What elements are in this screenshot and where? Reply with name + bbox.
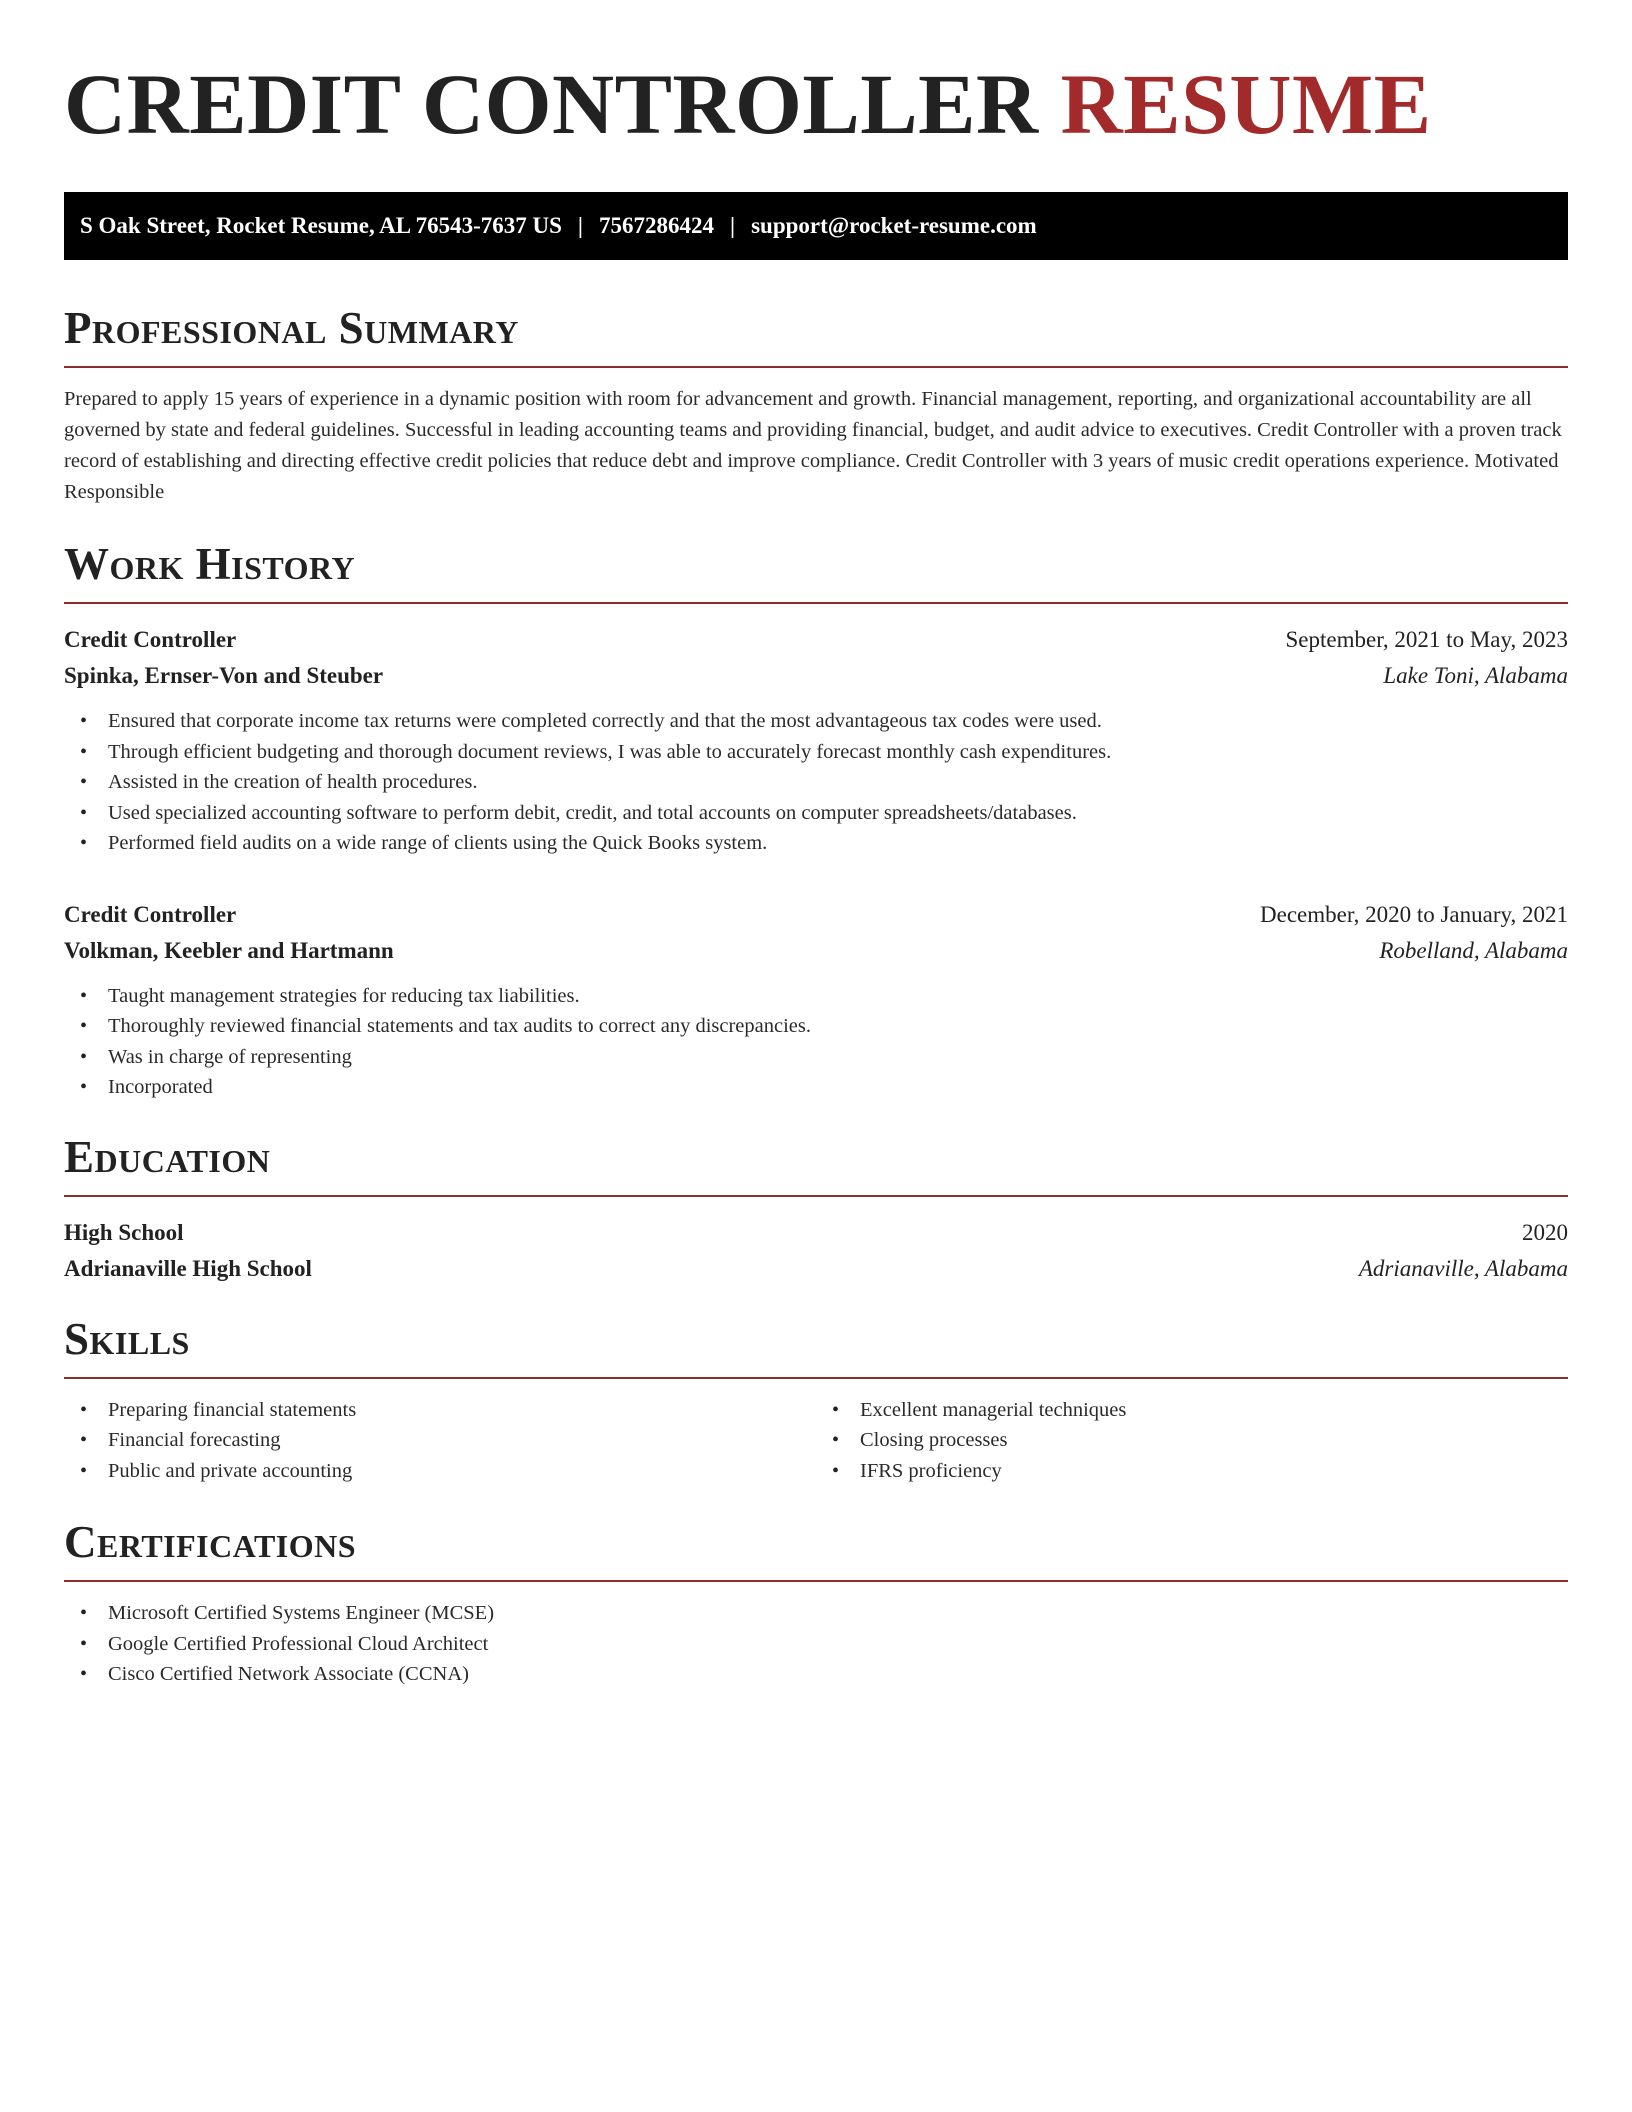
- job-entry: [64, 897, 1568, 1103]
- list-item: • Excellent managerial techniques: [816, 1395, 1568, 1426]
- work-history-section: [64, 538, 1568, 1103]
- job-location: Robelland, Alabama: [1379, 937, 1568, 963]
- education-heading: Education: [64, 1131, 271, 1182]
- job-title: Credit Controller: [64, 627, 237, 652]
- education-year: 2020: [1522, 1219, 1568, 1245]
- list-item: • Microsoft Certified Systems Engineer (MCSE): [64, 1598, 1568, 1629]
- list-item: • Used specialized accounting software to perform debit, credit, and total accounts on computer spreadsheets/databases.: [64, 798, 1568, 829]
- job-company: Volkman, Keebler and Hartmann: [64, 937, 394, 963]
- list-item: • Financial forecasting: [64, 1425, 816, 1456]
- title-accent: RESUME: [1060, 56, 1432, 152]
- skills-heading: Skills: [64, 1313, 190, 1364]
- education-degree: High School: [64, 1219, 184, 1245]
- certifications-heading: Certifications: [64, 1517, 357, 1567]
- skills-list-left: [64, 1395, 816, 1487]
- list-item: • Performed field audits on a wide range of clients using the Quick Books system.: [64, 828, 1568, 859]
- list-item: • Through efficient budgeting and thorough document reviews, I was able to accurately forecast monthly cash expenditures.: [64, 737, 1568, 768]
- contact-separator: |: [577, 213, 583, 238]
- list-item: • Ensured that corporate income tax returns were completed correctly and that the most advantageous tax codes were used.: [64, 706, 1568, 737]
- contact-email: support@rocket-resume.com: [751, 213, 1037, 238]
- job-company-row: [64, 658, 1568, 694]
- certifications-section: [64, 1516, 1568, 1690]
- skills-list-right: [816, 1395, 1568, 1487]
- job-bullets: [64, 706, 1568, 859]
- job-location: Lake Toni, Alabama: [1383, 663, 1568, 688]
- resume-title: [64, 58, 1568, 150]
- job-dates: September, 2021 to May, 2023: [1285, 627, 1568, 652]
- list-item: • Taught management strategies for reducing tax liabilities.: [64, 981, 1568, 1012]
- summary-heading: Professional Summary: [64, 303, 519, 353]
- list-item: • Incorporated: [64, 1072, 1568, 1103]
- work-history-heading: Work History: [64, 539, 356, 589]
- contact-separator: |: [730, 213, 736, 238]
- section-divider: [64, 1377, 1568, 1379]
- job-bullets: [64, 981, 1568, 1103]
- job-title: Credit Controller: [64, 901, 237, 927]
- title-main: CREDIT CONTROLLER: [64, 56, 1039, 152]
- education-location: Adrianaville, Alabama: [1358, 1255, 1568, 1281]
- summary-text: Prepared to apply 15 years of experience in a dynamic position with room for advancement and growth. Financial management, reporting, and organizational accountability are all governed by state and federal guidelines. Successful in leading accounting teams and providing financial, budget, and audit advice to executives. Credit Controller with a proven track record of establishing and directing effective credit policies that reduce debt and improve compliance. Credit Controller with 3 years of music credit operations experience. Motivated Responsible: [64, 388, 1562, 503]
- list-item: • Google Certified Professional Cloud Architect: [64, 1629, 1568, 1660]
- education-section: [64, 1131, 1568, 1287]
- certifications-list: [64, 1598, 1568, 1690]
- contact-address: S Oak Street, Rocket Resume, AL 76543-7637 US: [80, 213, 562, 238]
- summary-section: [64, 302, 1568, 508]
- job-title-row: [64, 897, 1568, 933]
- list-item: • Closing processes: [816, 1425, 1568, 1456]
- job-dates: December, 2020 to January, 2021: [1260, 901, 1568, 927]
- education-degree-row: [64, 1215, 1568, 1251]
- education-school: Adrianaville High School: [64, 1255, 312, 1281]
- list-item: • Preparing financial statements: [64, 1395, 816, 1426]
- skills-section: [64, 1313, 1568, 1487]
- contact-phone: 7567286424: [599, 213, 714, 238]
- list-item: • Assisted in the creation of health procedures.: [64, 767, 1568, 798]
- job-company-row: [64, 933, 1568, 969]
- education-entry: [64, 1215, 1568, 1287]
- list-item: • IFRS proficiency: [816, 1456, 1568, 1487]
- list-item: • Cisco Certified Network Associate (CCNA): [64, 1659, 1568, 1690]
- list-item: • Was in charge of representing: [64, 1042, 1568, 1073]
- contact-bar: [64, 192, 1568, 260]
- education-school-row: [64, 1251, 1568, 1287]
- list-item: • Thoroughly reviewed financial statements and tax audits to correct any discrepancies.: [64, 1011, 1568, 1042]
- section-divider: [64, 366, 1568, 368]
- section-divider: [64, 1580, 1568, 1582]
- skills-grid: [64, 1395, 1568, 1487]
- section-divider: [64, 1195, 1568, 1197]
- section-divider: [64, 602, 1568, 604]
- job-company: Spinka, Ernser-Von and Steuber: [64, 663, 384, 688]
- list-item: • Public and private accounting: [64, 1456, 816, 1487]
- job-title-row: [64, 622, 1568, 658]
- job-entry: [64, 622, 1568, 859]
